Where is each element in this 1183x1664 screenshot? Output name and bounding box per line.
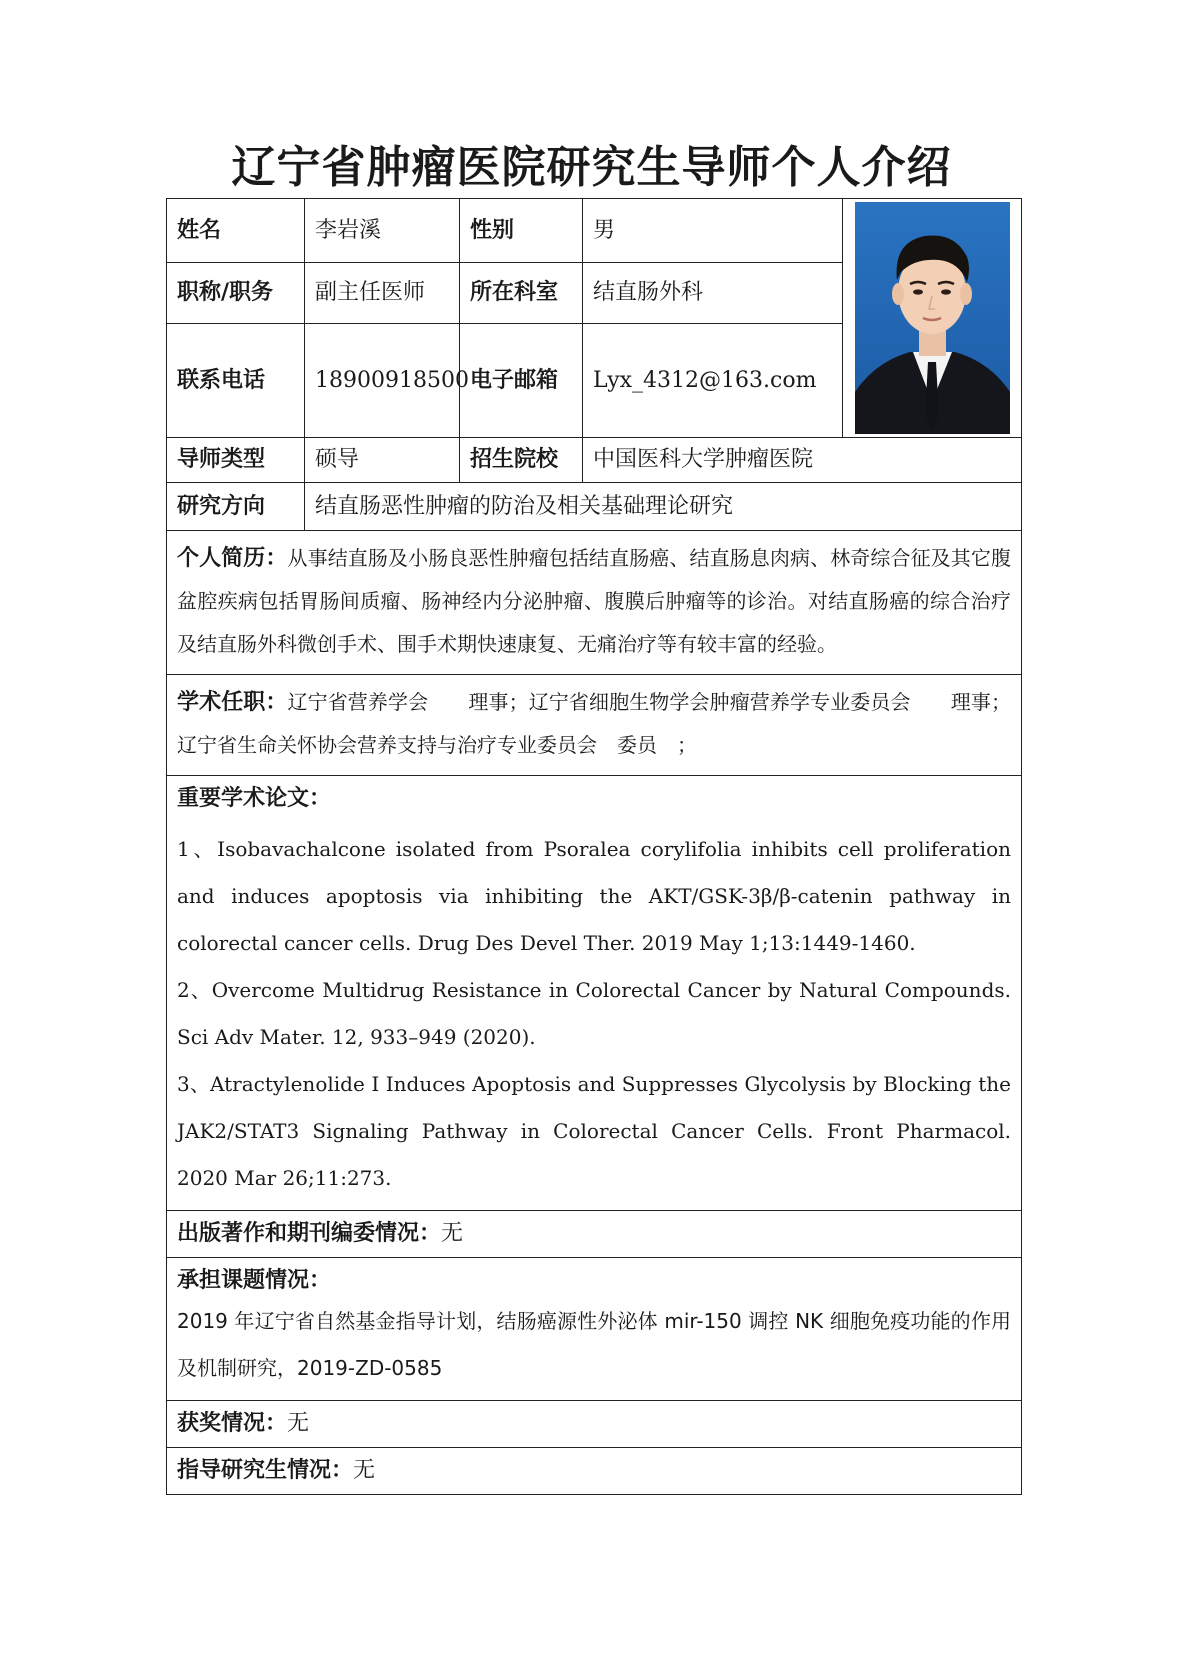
paper-item: 1、Isobavachalcone isolated from Psoralea corylifolia inhibits cell proliferation and induces apoptosis via inhibiting the AKT/GSK-3β/β-catenin pathway in colorectal cancer cells. Drug Des Devel Ther. 2019 May 1;13:1449-1460. — [177, 837, 1011, 955]
bio-label: 个人简历： — [177, 546, 288, 571]
papers-label: 重要学术论文： — [177, 786, 332, 811]
publications-value: 无 — [441, 1221, 464, 1246]
awards-section — [167, 1401, 1022, 1448]
school-label: 招生院校 — [460, 438, 583, 483]
name-label: 姓名 — [167, 199, 305, 263]
row-name-gender — [167, 199, 1022, 263]
advisor-type-value: 硕导 — [305, 438, 460, 483]
papers-section — [167, 776, 1022, 1211]
dept-value: 结直肠外科 — [583, 263, 843, 324]
positions-text: 辽宁省营养学会 理事；辽宁省细胞生物学会肿瘤营养学专业委员会 理事；辽宁省生命关怀协会营养支持与治疗专业委员会 委员 ； — [177, 690, 1011, 757]
bio-section — [167, 531, 1022, 675]
paper-item: 3、Atractylenolide I Induces Apoptosis and Suppresses Glycolysis by Blocking the JAK2/STAT3 Signaling Pathway in Colorectal Cancer Cells. Front Pharmacol. 2020 Mar 26;11:273. — [177, 1072, 1011, 1190]
gender-label: 性别 — [460, 199, 583, 263]
portrait-image — [855, 202, 1010, 434]
projects-label: 承担课题情况： — [177, 1268, 332, 1293]
dept-label: 所在科室 — [460, 263, 583, 324]
job-title-label: 职称/职务 — [167, 263, 305, 324]
row-papers — [167, 776, 1022, 1211]
positions-paragraph — [177, 681, 1011, 767]
research-label: 研究方向 — [167, 483, 305, 531]
row-bio — [167, 531, 1022, 675]
row-positions — [167, 675, 1022, 776]
job-title-value: 副主任医师 — [305, 263, 460, 324]
row-projects — [167, 1258, 1022, 1401]
name-value: 李岩溪 — [305, 199, 460, 263]
students-label: 指导研究生情况： — [177, 1458, 354, 1483]
phone-value: 18900918500 — [305, 324, 460, 438]
publications-label: 出版著作和期刊编委情况： — [177, 1221, 442, 1246]
bio-paragraph — [177, 537, 1011, 666]
awards-value: 无 — [287, 1411, 310, 1436]
students-value: 无 — [353, 1458, 376, 1483]
students-section — [167, 1448, 1022, 1495]
email-label: 电子邮箱 — [460, 324, 583, 438]
projects-section — [167, 1258, 1022, 1401]
research-value: 结直肠恶性肿瘤的防治及相关基础理论研究 — [305, 483, 1022, 531]
project-text: 2019 年辽宁省自然基金指导计划，结肠癌源性外泌体 mir-150 调控 NK 细胞免疫功能的作用及机制研究，2019-ZD-0585 — [177, 1309, 1011, 1380]
portrait-photo — [855, 202, 1010, 434]
page-title: 辽宁省肿瘤医院研究生导师个人介绍 — [231, 142, 952, 193]
gender-value: 男 — [583, 199, 843, 263]
publications-section — [167, 1211, 1022, 1258]
row-awards — [167, 1401, 1022, 1448]
row-research — [167, 483, 1022, 531]
school-value: 中国医科大学肿瘤医院 — [583, 438, 1022, 483]
positions-section — [167, 675, 1022, 776]
row-publications — [167, 1211, 1022, 1258]
phone-label: 联系电话 — [167, 324, 305, 438]
positions-label: 学术任职： — [177, 690, 288, 715]
bio-text: 从事结直肠及小肠良恶性肿瘤包括结直肠癌、结直肠息肉病、林奇综合征及其它腹盆腔疾病包括胃肠间质瘤、肠神经内分泌肿瘤、腹膜后肿瘤等的诊治。对结直肠癌的综合治疗及结直肠外科微创手术、围手术期快速康复、无痛治疗等有较丰富的经验。 — [177, 546, 1011, 656]
awards-label: 获奖情况： — [177, 1411, 288, 1436]
profile-table — [166, 198, 1022, 1495]
row-type-school — [167, 438, 1022, 483]
paper-item: 2、Overcome Multidrug Resistance in Colorectal Cancer by Natural Compounds. Sci Adv Mater. 12, 933–949 (2020). — [177, 978, 1011, 1049]
advisor-type-label: 导师类型 — [167, 438, 305, 483]
photo-cell — [843, 199, 1022, 438]
email-value: Lyx_4312@163.com — [583, 324, 843, 438]
row-students — [167, 1448, 1022, 1495]
